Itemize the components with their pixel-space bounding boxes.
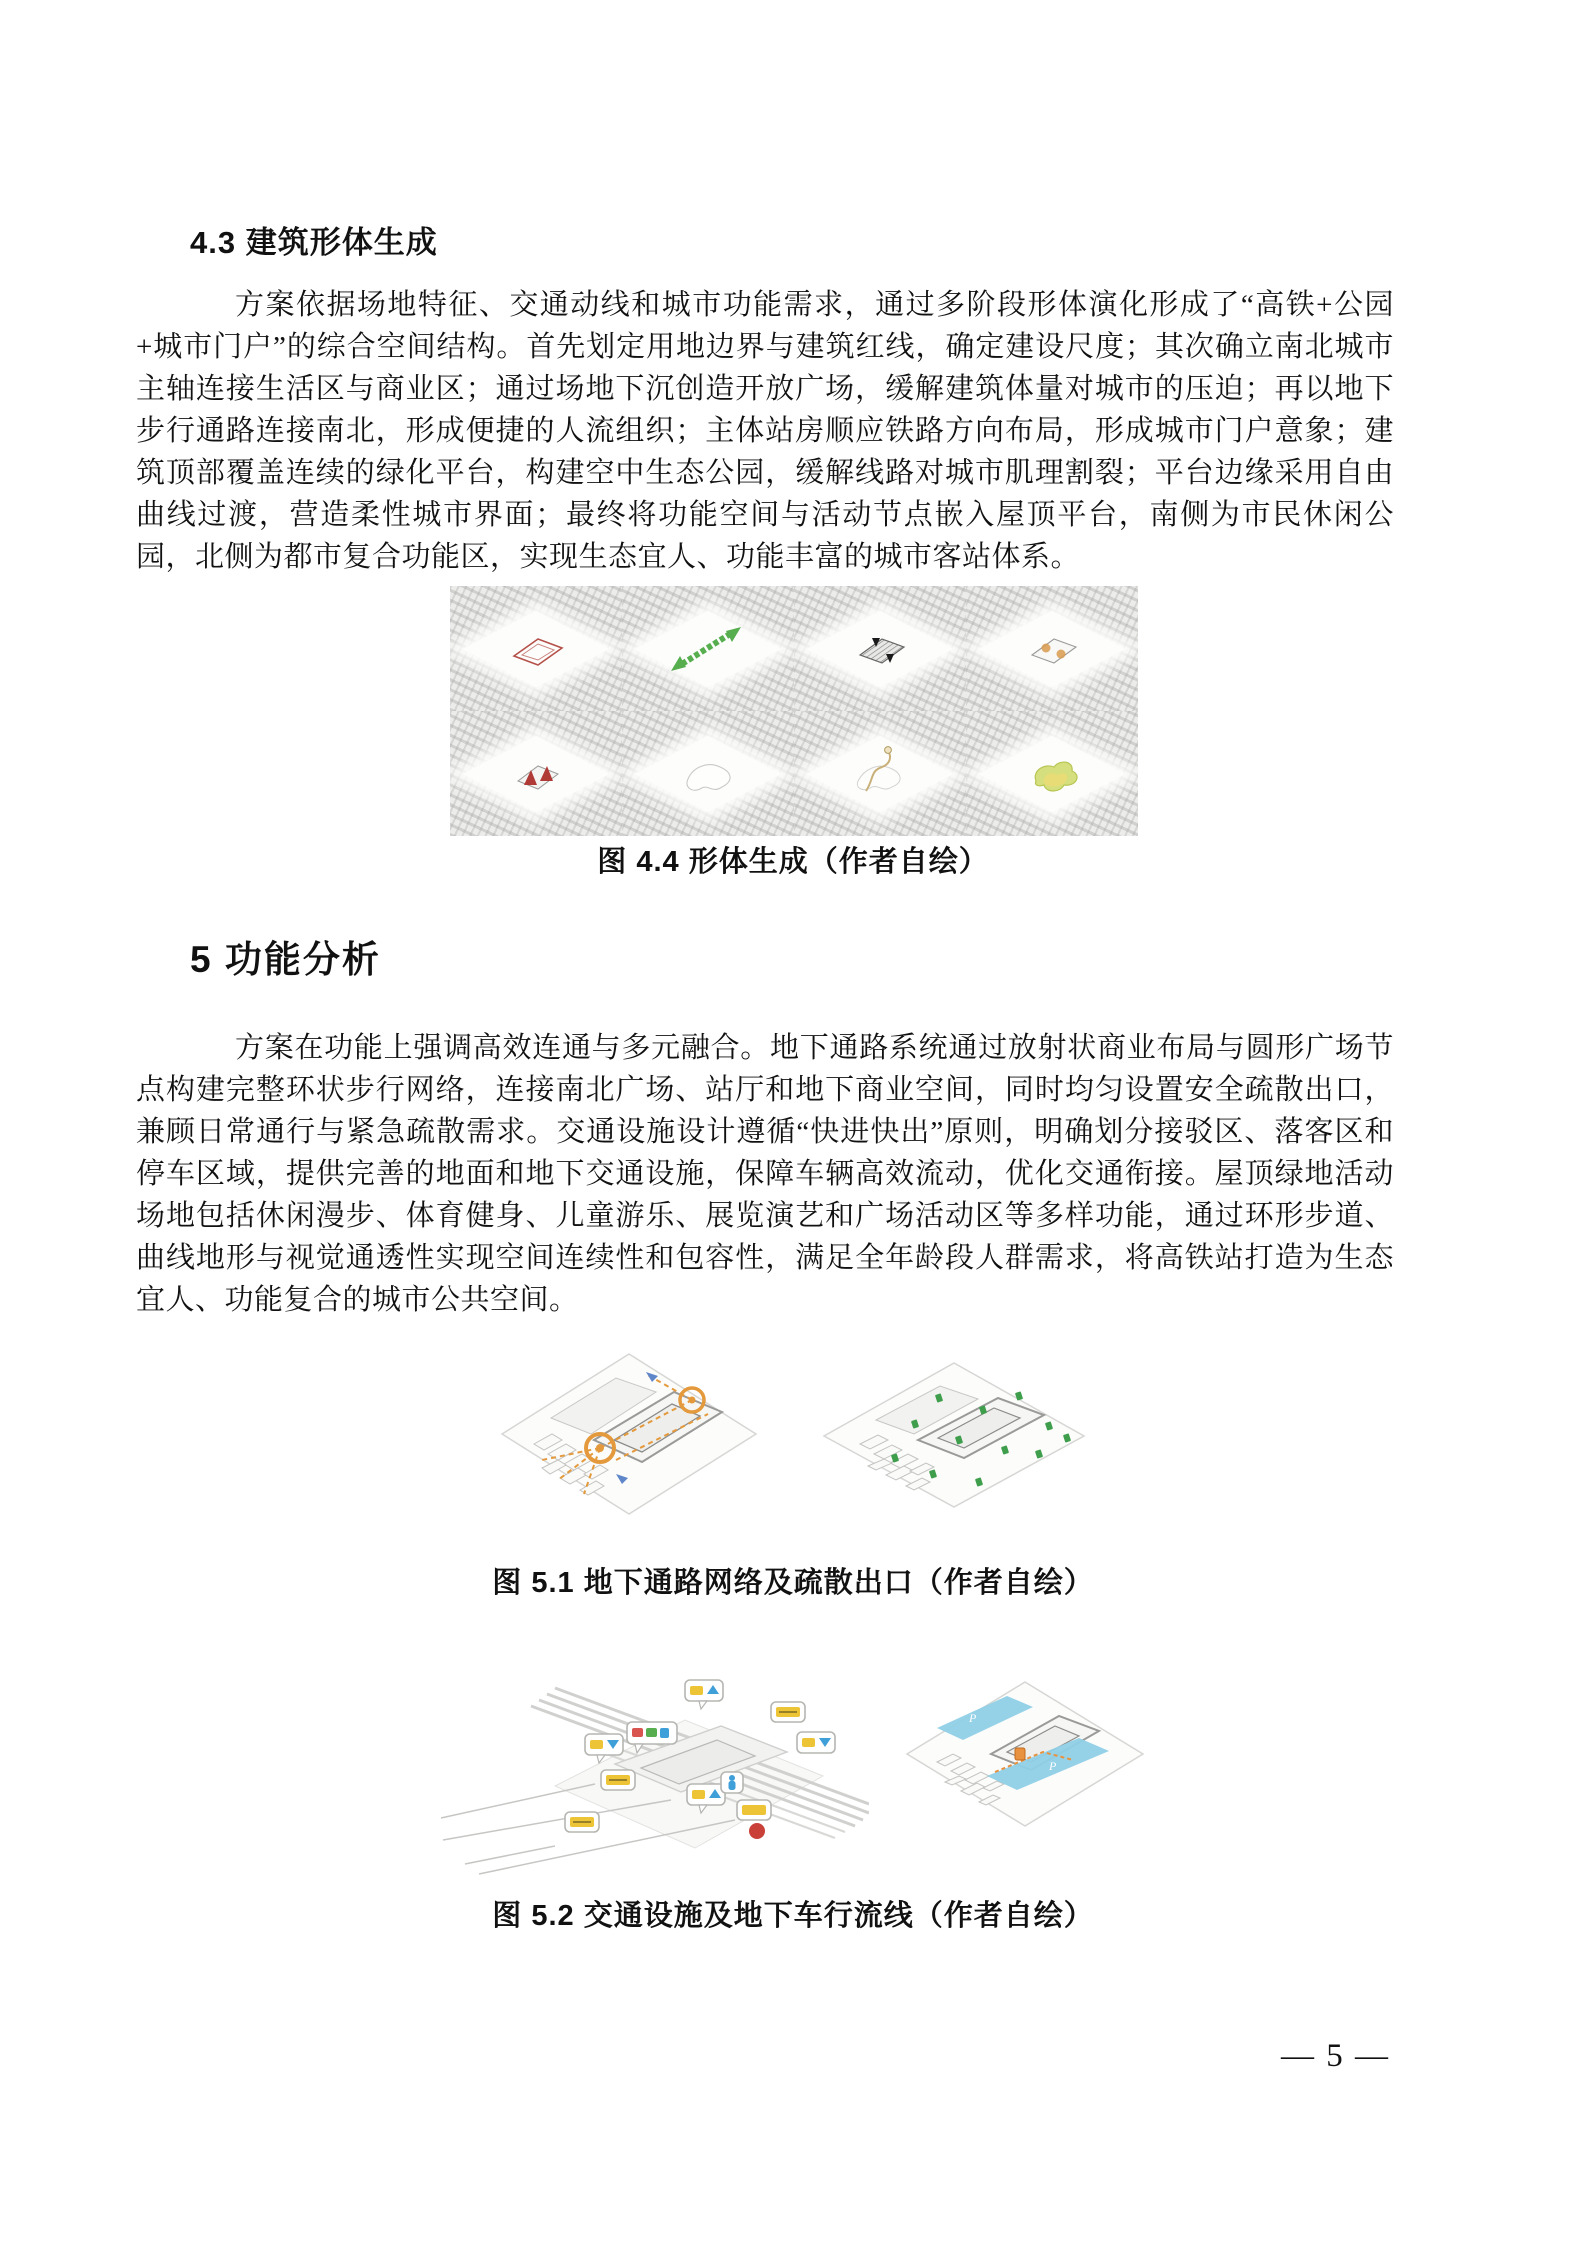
badge-bus-3 xyxy=(565,1812,599,1832)
section-4-3-heading: 4.3 建筑形体生成 xyxy=(190,225,438,260)
morphology-step-6-panel xyxy=(622,711,794,836)
transport-facilities-diagram xyxy=(435,1668,869,1880)
underground-vehicle-route-diagram xyxy=(903,1676,1151,1864)
underground-path-network-diagram xyxy=(496,1348,766,1520)
figure-5-2-image xyxy=(0,1668,1586,1880)
organic-plaza-icon xyxy=(658,739,758,809)
section-5-heading: 5 功能分析 xyxy=(190,939,381,980)
evacuation-exits-diagram xyxy=(818,1358,1090,1510)
morphology-step-1-panel xyxy=(450,586,622,711)
figure-4-4-caption: 图 4.4 形体生成（作者自绘） xyxy=(597,846,989,878)
site-boundary-redline-icon xyxy=(486,614,586,684)
section-5-paragraph: 方案在功能上强调高效连通与多元融合。地下通路系统通过放射状商业布局与圆形广场节点构建完整环状步行网络，连接南北广场、站厅和地下商业空间，同时均匀设置安全疏散出口，兼顾日常通行与紧急疏散需求。交通设施设计遵循“快进快出”原则，明确划分接驳区、落客区和停车区域，提供完善的地面和地下交通设施，保障车辆高效流动，优化交通衔接。屋顶绿地活动场地包括休闲漫步、体育健身、儿童游乐、展览演艺和广场活动区等多样功能，通过环形步道、曲线地形与视觉通透性实现空间连续性和包容性，满足全年龄段人群需求，将高铁站打造为生态宜人、功能复合的城市公共空间。 xyxy=(136,1032,1394,1316)
green-roof-patch-icon xyxy=(1002,739,1102,809)
badge-bus-stop-red xyxy=(737,1800,771,1839)
node-dots-icon xyxy=(1002,614,1102,684)
badge-pedestrian xyxy=(721,1772,743,1793)
figure-5-1-caption: 图 5.1 地下通路网络及疏散出口（作者自绘） xyxy=(492,1567,1094,1599)
badge-bus-2 xyxy=(601,1770,635,1790)
parking-label: P xyxy=(1049,1759,1057,1773)
morphology-step-2-panel xyxy=(622,586,794,711)
morphology-step-7-panel xyxy=(794,711,966,836)
page-number: — 5 — xyxy=(1281,2038,1390,2074)
morphology-step-8-panel xyxy=(966,711,1138,836)
flow-red-arrows-icon xyxy=(486,739,586,809)
figure-5-1-image xyxy=(0,1348,1586,1520)
morphology-step-5-panel xyxy=(450,711,622,836)
badge-car-down xyxy=(797,1732,835,1753)
badge-car-up xyxy=(685,1680,723,1709)
sunken-plaza-arrows-icon xyxy=(830,614,930,684)
city-axis-green-arrow-icon xyxy=(658,614,758,684)
section-4-3-paragraph: 方案依据场地特征、交通动线和城市功能需求，通过多阶段形体演化形成了“高铁+公园+城市门户”的综合空间结构。首先划定用地边界与建筑红线，确定建设尺度；其次确立南北城市主轴连接生活区与商业区；通过场地下沉创造开放广场，缓解建筑体量对城市的压迫；再以地下步行通路连接南北，形成便捷的人流组织；主体站房顺应铁路方向布局，形成城市门户意象；建筑顶部覆盖连续的绿化平台，构建空中生态公园，缓解线路对城市肌理割裂；平台边缘采用自由曲线过渡，营造柔性城市界面；最终将功能空间与活动节点嵌入屋顶平台，南侧为市民休闲公园，北侧为都市复合功能区，实现生态宜人、功能丰富的城市客站体系。 xyxy=(136,289,1394,573)
figure-5-2-caption: 图 5.2 交通设施及地下车行流线（作者自绘） xyxy=(492,1900,1094,1932)
badge-bus xyxy=(771,1702,805,1722)
figure-4-4-image xyxy=(450,586,1138,836)
curved-edge-sketch-icon xyxy=(830,739,930,809)
morphology-step-3-panel xyxy=(794,586,966,711)
parking-label: P xyxy=(969,1711,977,1725)
morphology-step-4-panel xyxy=(966,586,1138,711)
